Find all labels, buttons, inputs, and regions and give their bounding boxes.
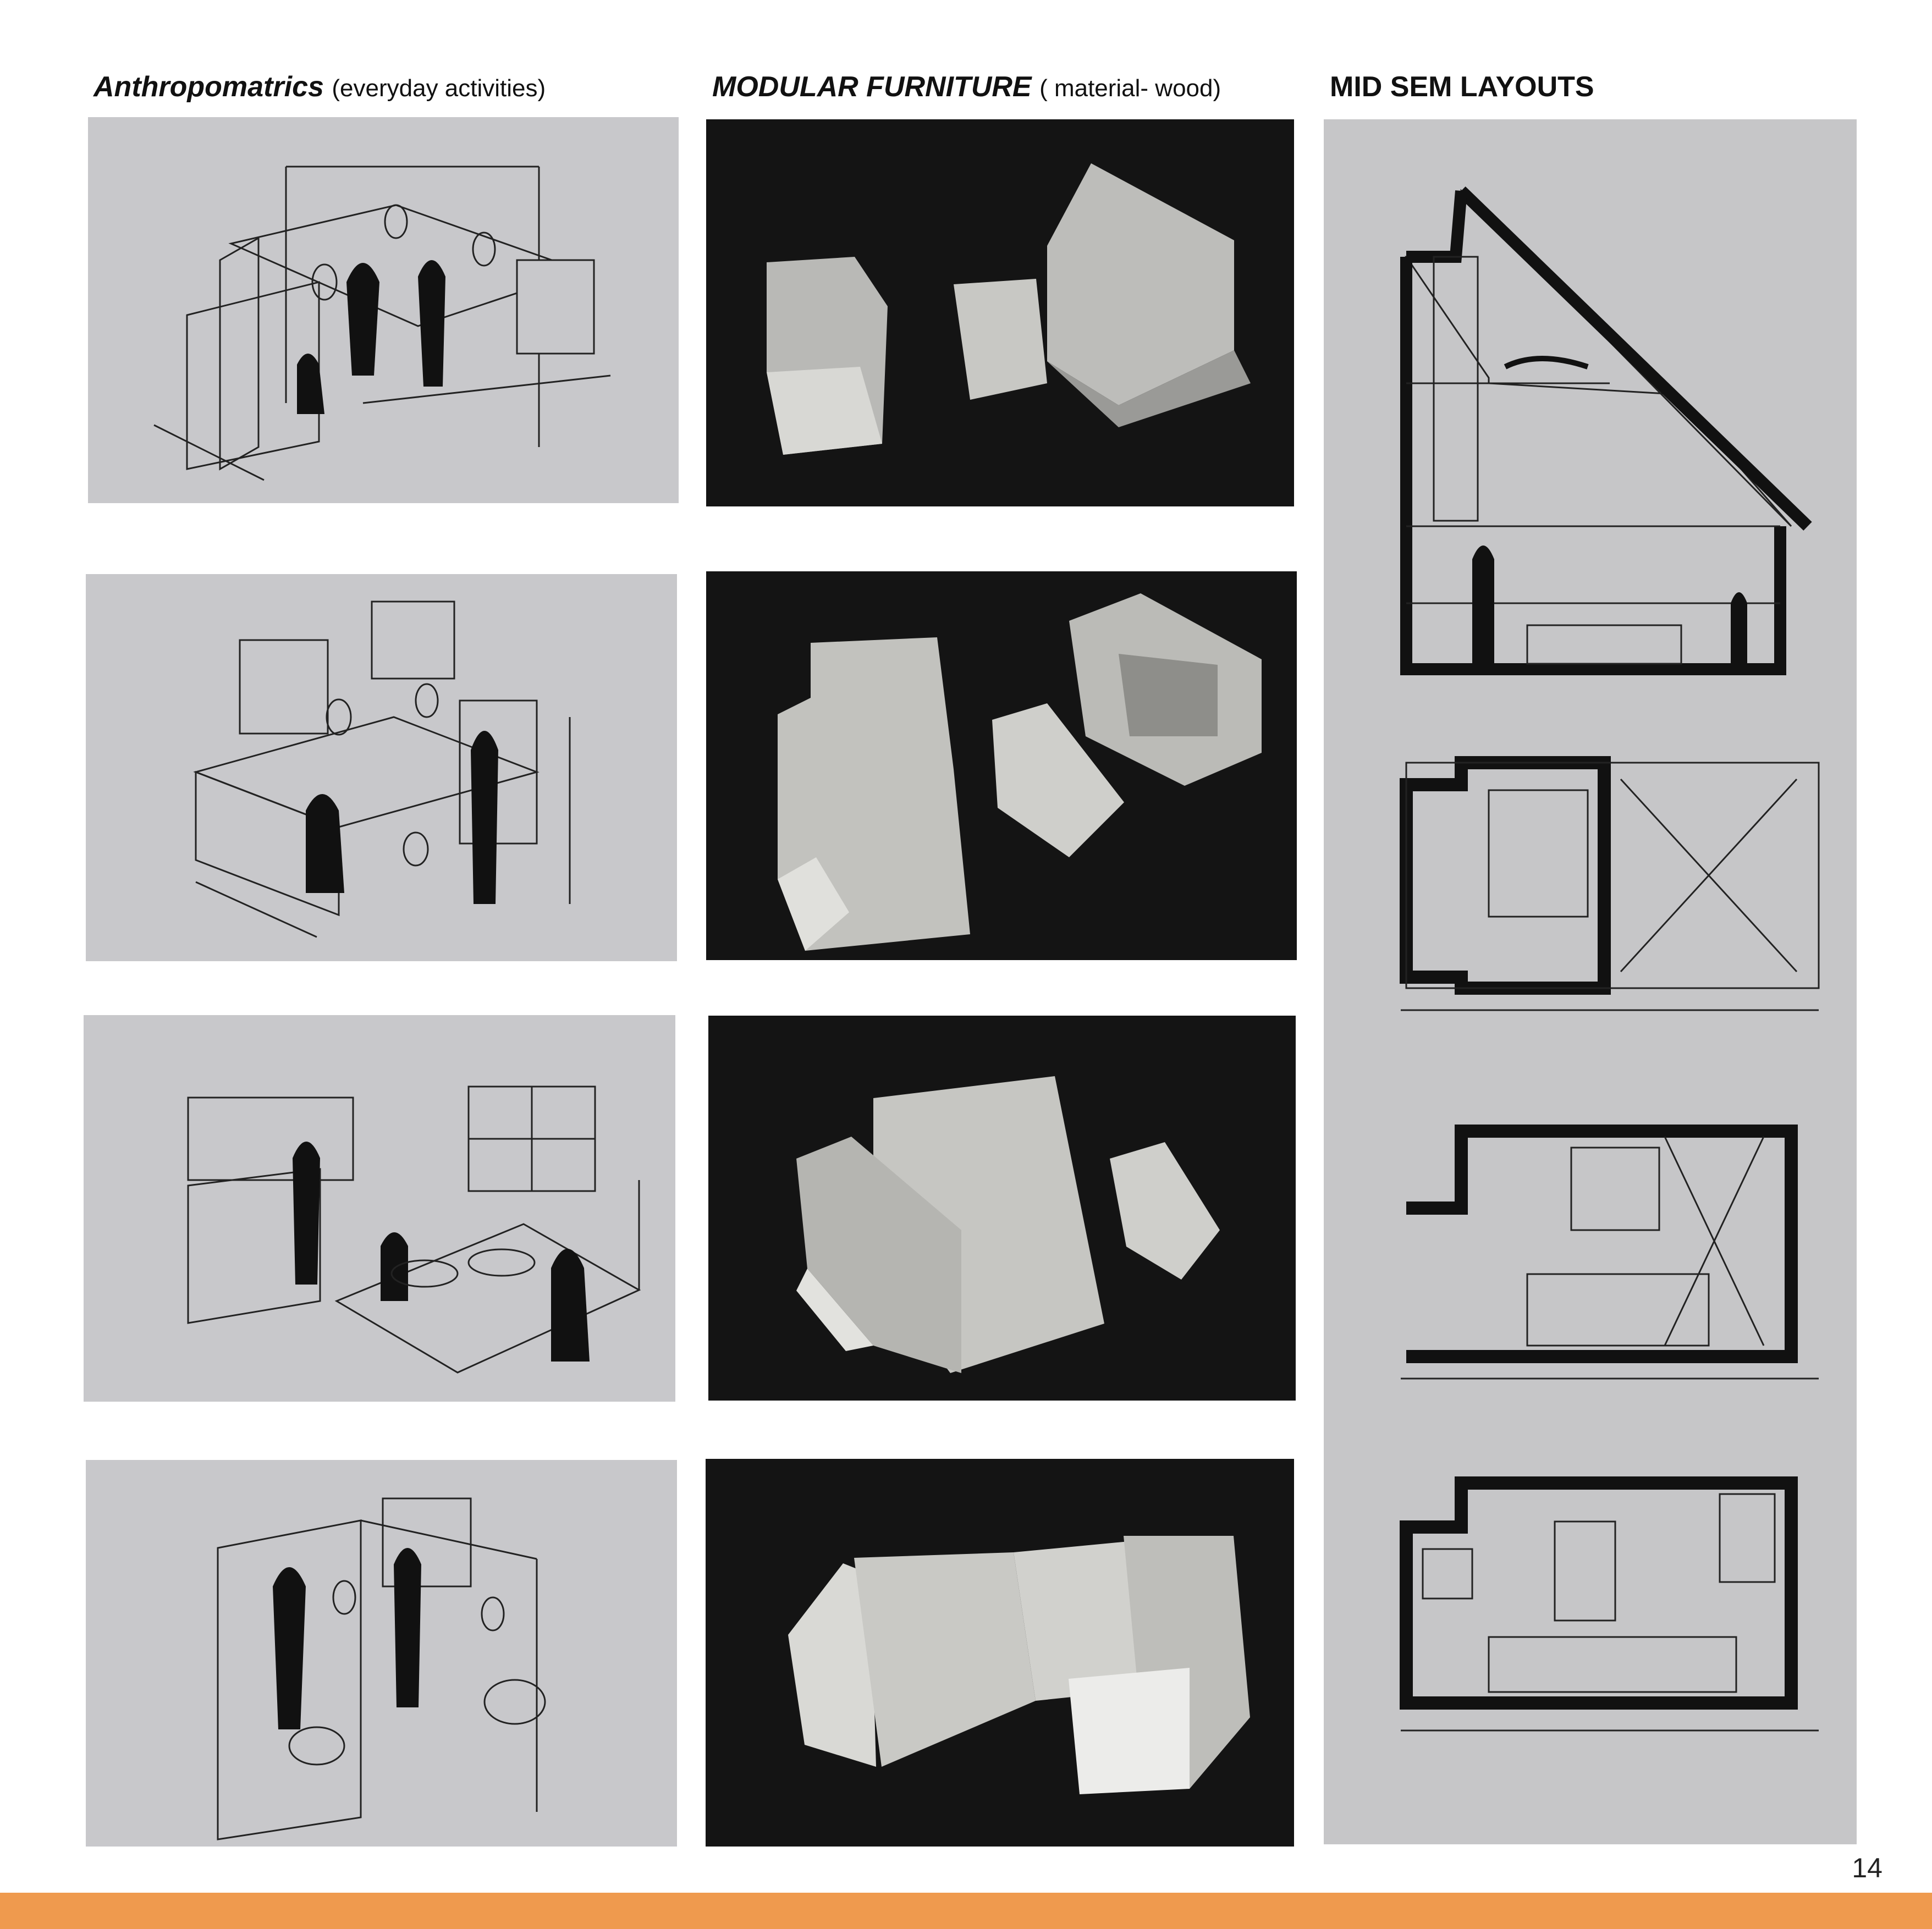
furniture-photo-armchair-set	[706, 119, 1294, 506]
anthropometric-sketch-kitchen	[86, 574, 677, 961]
mid-sem-layouts-drawings	[1324, 119, 1857, 1844]
heading-mid-sem-layouts	[1330, 70, 1594, 103]
anthropometric-sketch-bedroom	[84, 1015, 675, 1402]
heading-subtitle: (everyday activities)	[332, 75, 546, 102]
anthropometric-sketch-dining	[88, 117, 679, 503]
footer-accent-bar	[0, 1893, 1932, 1929]
furniture-photo-chaise-set	[706, 571, 1297, 960]
heading-title: MODULAR FURNITURE	[712, 71, 1032, 103]
heading-subtitle: ( material- wood)	[1039, 75, 1221, 102]
page-number: 14	[1852, 1853, 1883, 1883]
heading-anthropometrics	[93, 70, 546, 103]
heading-title: Anthropomatrics	[93, 71, 324, 103]
furniture-photo-lounger	[708, 1016, 1296, 1401]
anthropometric-sketch-bathroom	[86, 1460, 677, 1847]
heading-modular-furniture	[712, 70, 1221, 103]
furniture-photo-daybed	[706, 1459, 1294, 1847]
heading-title: MID SEM LAYOUTS	[1330, 71, 1594, 103]
